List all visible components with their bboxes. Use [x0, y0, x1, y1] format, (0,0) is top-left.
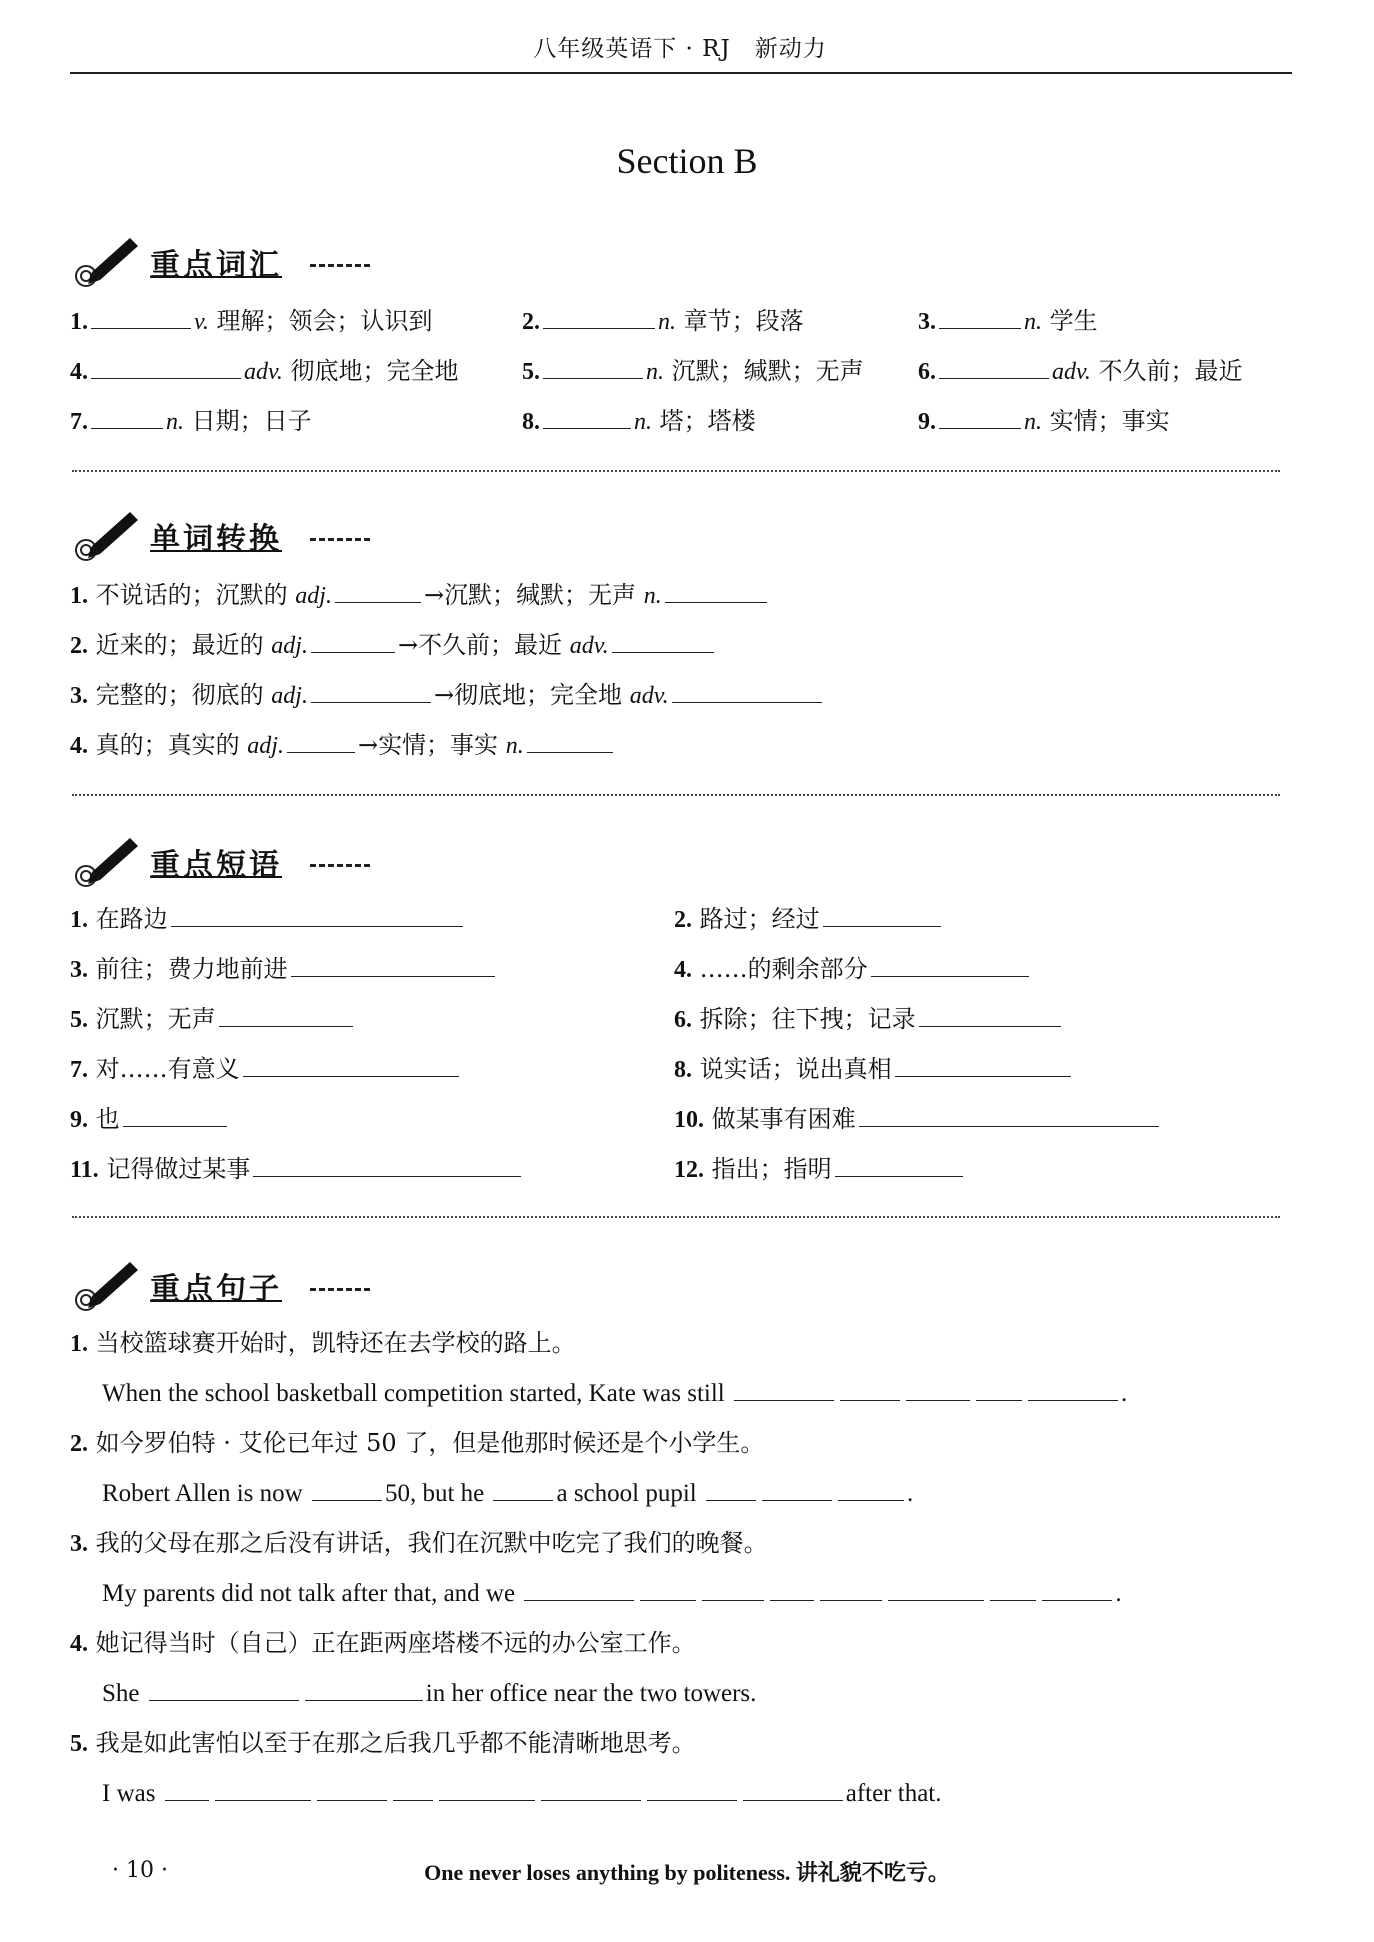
- phrases-heading: [70, 832, 390, 892]
- phrase-item: 5. 沉默；无声: [70, 1004, 356, 1035]
- vocab-heading: [70, 232, 390, 292]
- phrase-item: 10. 做某事有困难: [674, 1104, 1162, 1135]
- answer-blank[interactable]: [871, 954, 1029, 977]
- answer-blank[interactable]: [835, 1154, 963, 1177]
- phrase-item: 4. ……的剩余部分: [674, 954, 1032, 985]
- answer-blank[interactable]: [838, 1478, 904, 1501]
- answer-blank[interactable]: [823, 904, 941, 927]
- answer-blank[interactable]: [335, 580, 421, 603]
- answer-blank[interactable]: [1042, 1578, 1112, 1601]
- answer-blank[interactable]: [820, 1578, 882, 1601]
- answer-blank[interactable]: [990, 1578, 1036, 1601]
- answer-blank[interactable]: [939, 306, 1021, 329]
- answer-blank[interactable]: [439, 1778, 535, 1801]
- phrase-item: 11. 记得做过某事: [70, 1154, 524, 1185]
- answer-blank[interactable]: [393, 1778, 433, 1801]
- answer-blank[interactable]: [647, 1778, 737, 1801]
- vocab-item: 2. n. 章节；段落: [522, 307, 804, 335]
- pencil-icon: [70, 506, 142, 566]
- phrase-item: 9. 也: [70, 1104, 230, 1135]
- answer-blank[interactable]: [706, 1478, 756, 1501]
- answer-blank[interactable]: [672, 680, 822, 703]
- sentence-cn: 2. 如今罗伯特 · 艾伦已年过 50 了，但是他那时候还是个小学生。: [70, 1429, 765, 1457]
- answer-blank[interactable]: [149, 1678, 299, 1701]
- section-divider: [72, 470, 1280, 472]
- vocab-title: 重点词汇: [150, 248, 282, 283]
- answer-blank[interactable]: [734, 1378, 834, 1401]
- answer-blank[interactable]: [859, 1104, 1159, 1127]
- answer-blank[interactable]: [906, 1378, 970, 1401]
- answer-blank[interactable]: [311, 630, 395, 653]
- phrase-item: 12. 指出；指明: [674, 1154, 966, 1185]
- vocab-item: 1. v. 理解；领会；认识到: [70, 307, 433, 335]
- answer-blank[interactable]: [770, 1578, 814, 1601]
- conversion-title: 单词转换: [150, 522, 282, 557]
- vocab-item: 9. n. 实情；事实: [918, 407, 1170, 435]
- answer-blank[interactable]: [253, 1154, 521, 1177]
- answer-blank[interactable]: [840, 1378, 900, 1401]
- conversion-item: 4. 真的；真实的 adj. →实情；事实 n.: [70, 730, 616, 761]
- heading-tail: [310, 864, 370, 867]
- page-number: · 10 ·: [112, 1858, 168, 1883]
- answer-blank[interactable]: [524, 1578, 634, 1601]
- sentence-cn: 1. 当校篮球赛开始时，凯特还在去学校的路上。: [70, 1329, 576, 1357]
- sentence-en: She in her office near the two towers.: [102, 1680, 757, 1707]
- answer-blank[interactable]: [312, 1478, 382, 1501]
- answer-blank[interactable]: [543, 406, 631, 429]
- footer-quote: One never loses anything by politeness. 讲礼貌不吃亏。: [424, 1860, 950, 1885]
- sentences-heading: [70, 1256, 390, 1316]
- phrase-item: 8. 说实话；说出真相: [674, 1054, 1074, 1085]
- answer-blank[interactable]: [665, 580, 767, 603]
- answer-blank[interactable]: [243, 1054, 459, 1077]
- answer-blank[interactable]: [939, 406, 1021, 429]
- answer-blank[interactable]: [291, 954, 495, 977]
- answer-blank[interactable]: [305, 1678, 423, 1701]
- answer-blank[interactable]: [1028, 1378, 1118, 1401]
- vocab-item: 6. adv. 不久前；最近: [918, 357, 1243, 385]
- sentence-cn: 3. 我的父母在那之后没有讲话，我们在沉默中吃完了我们的晚餐。: [70, 1529, 768, 1557]
- conversion-item: 2. 近来的；最近的 adj. →不久前；最近 adv.: [70, 630, 717, 661]
- answer-blank[interactable]: [939, 356, 1049, 379]
- answer-blank[interactable]: [743, 1778, 843, 1801]
- phrase-item: 1. 在路边: [70, 904, 466, 935]
- section-divider: [72, 794, 1280, 796]
- answer-blank[interactable]: [219, 1004, 353, 1027]
- page-header: 八年级英语下 · RJ 新动力: [533, 36, 827, 62]
- answer-blank[interactable]: [171, 904, 463, 927]
- vocab-item: 3. n. 学生: [918, 307, 1098, 335]
- vocab-item: 8. n. 塔；塔楼: [522, 407, 756, 435]
- answer-blank[interactable]: [612, 630, 714, 653]
- phrase-item: 2. 路过；经过: [674, 904, 944, 935]
- sentence-en: When the school basketball competition started, Kate was still .: [102, 1380, 1128, 1407]
- answer-blank[interactable]: [317, 1778, 387, 1801]
- answer-blank[interactable]: [91, 356, 241, 379]
- answer-blank[interactable]: [543, 356, 643, 379]
- phrase-item: 3. 前往；费力地前进: [70, 954, 498, 985]
- answer-blank[interactable]: [165, 1778, 209, 1801]
- answer-blank[interactable]: [640, 1578, 696, 1601]
- sentence-cn: 4. 她记得当时（自己）正在距两座塔楼不远的办公室工作。: [70, 1629, 696, 1657]
- answer-blank[interactable]: [311, 680, 431, 703]
- phrase-item: 6. 拆除；往下拽；记录: [674, 1004, 1064, 1035]
- header-rule: [70, 72, 1292, 74]
- answer-blank[interactable]: [123, 1104, 227, 1127]
- conversion-heading: [70, 506, 390, 566]
- answer-blank[interactable]: [919, 1004, 1061, 1027]
- answer-blank[interactable]: [762, 1478, 832, 1501]
- answer-blank[interactable]: [493, 1478, 553, 1501]
- answer-blank[interactable]: [215, 1778, 311, 1801]
- answer-blank[interactable]: [527, 730, 613, 753]
- answer-blank[interactable]: [541, 1778, 641, 1801]
- pencil-icon: [70, 1256, 142, 1316]
- pencil-icon: [70, 832, 142, 892]
- answer-blank[interactable]: [287, 730, 355, 753]
- sentence-en: My parents did not talk after that, and we .: [102, 1580, 1122, 1607]
- heading-tail: [310, 264, 370, 267]
- heading-tail: [310, 1288, 370, 1291]
- vocab-item: 7. n. 日期；日子: [70, 407, 312, 435]
- section-divider: [72, 1216, 1280, 1218]
- heading-tail: [310, 538, 370, 541]
- phrase-item: 7. 对……有意义: [70, 1054, 462, 1085]
- answer-blank[interactable]: [91, 306, 191, 329]
- pencil-icon: [70, 232, 142, 292]
- vocab-item: 5. n. 沉默；缄默；无声: [522, 357, 864, 385]
- answer-blank[interactable]: [543, 306, 655, 329]
- vocab-item: 4. adv. 彻底地；完全地: [70, 357, 459, 385]
- answer-blank[interactable]: [888, 1578, 984, 1601]
- conversion-item: 1. 不说话的；沉默的 adj. →沉默；缄默；无声 n.: [70, 580, 770, 611]
- section-title: Section B: [616, 141, 758, 181]
- sentence-en: Robert Allen is now 50, but he a school pupil .: [102, 1480, 914, 1507]
- sentence-cn: 5. 我是如此害怕以至于在那之后我几乎都不能清晰地思考。: [70, 1729, 696, 1757]
- answer-blank[interactable]: [91, 406, 163, 429]
- sentence-en: I was after that.: [102, 1780, 942, 1807]
- sentences-title: 重点句子: [150, 1272, 282, 1307]
- answer-blank[interactable]: [702, 1578, 764, 1601]
- phrases-title: 重点短语: [150, 848, 282, 883]
- conversion-item: 3. 完整的；彻底的 adj. →彻底地；完全地 adv.: [70, 680, 825, 711]
- answer-blank[interactable]: [895, 1054, 1071, 1077]
- answer-blank[interactable]: [976, 1378, 1022, 1401]
